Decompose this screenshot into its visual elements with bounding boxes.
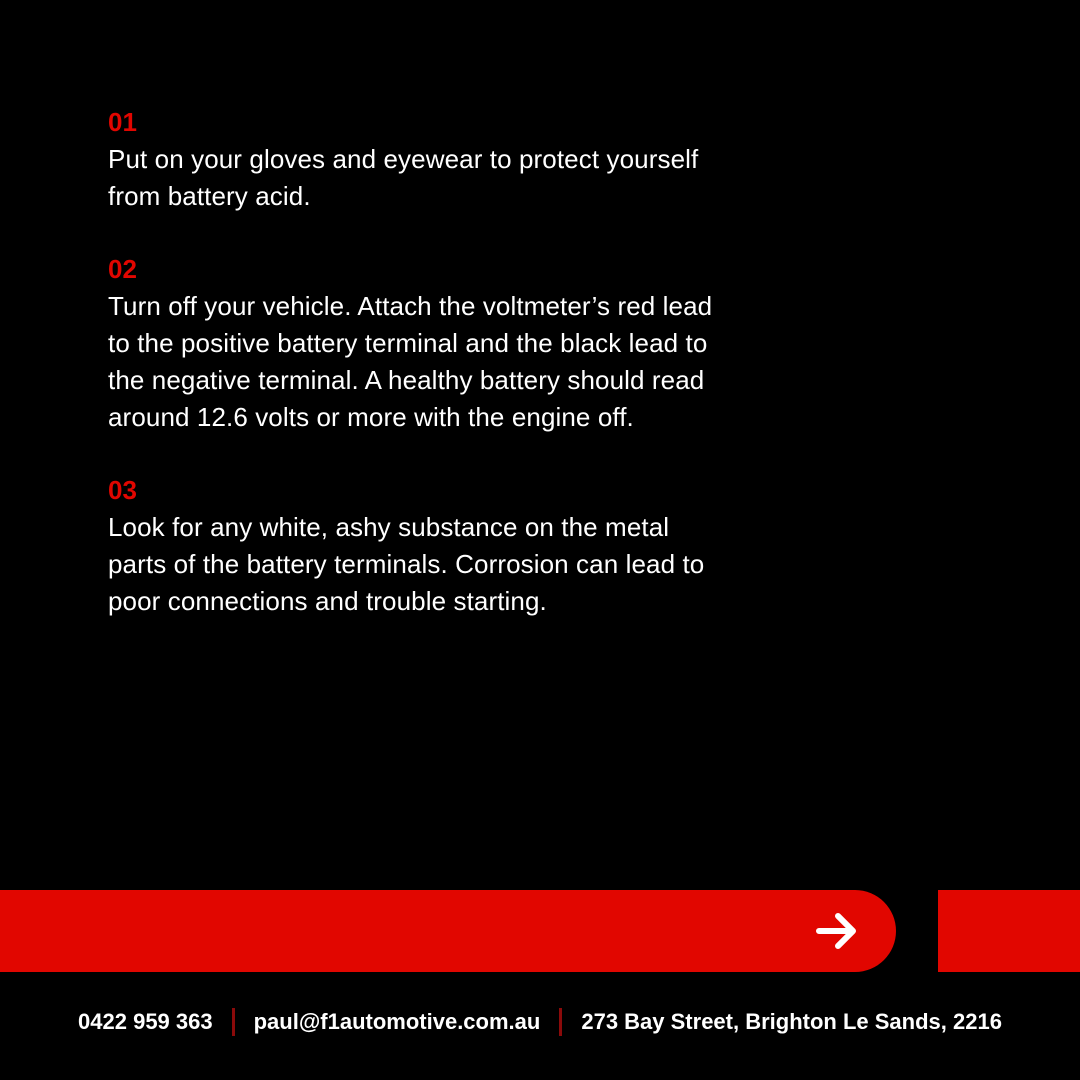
contact-address: 273 Bay Street, Brighton Le Sands, 2216 (581, 1009, 1002, 1034)
contact-footer (0, 1000, 1080, 1044)
banner-side-block (938, 890, 1080, 972)
step-text-line: around 12.6 volts or more with the engine off. (108, 402, 634, 432)
footer-divider (559, 1008, 562, 1036)
step-number: 01 (108, 107, 137, 137)
step-item (108, 251, 798, 436)
contact-email[interactable]: paul@f1automotive.com.au (253, 1009, 541, 1034)
footer-divider (232, 1008, 235, 1036)
step-text-line: from battery acid. (108, 181, 311, 211)
step-number: 03 (108, 475, 137, 505)
contact-phone[interactable]: 0422 959 363 (78, 1009, 213, 1034)
step-text-line: parts of the battery terminals. Corrosion can lead to (108, 549, 705, 579)
next-banner[interactable] (0, 890, 896, 972)
step-item (108, 104, 798, 215)
steps-list (108, 104, 798, 656)
step-text-line: Put on your gloves and eyewear to protect yourself (108, 144, 699, 174)
step-text-line: Turn off your vehicle. Attach the voltmeter’s red lead (108, 291, 713, 321)
step-item (108, 472, 798, 620)
step-text-line: the negative terminal. A healthy battery should read (108, 365, 705, 395)
step-number: 02 (108, 254, 137, 284)
step-text-line: poor connections and trouble starting. (108, 586, 547, 616)
arrow-right-icon[interactable] (815, 909, 861, 953)
step-text-line: Look for any white, ashy substance on the metal (108, 512, 670, 542)
step-text-line: to the positive battery terminal and the black lead to (108, 328, 708, 358)
